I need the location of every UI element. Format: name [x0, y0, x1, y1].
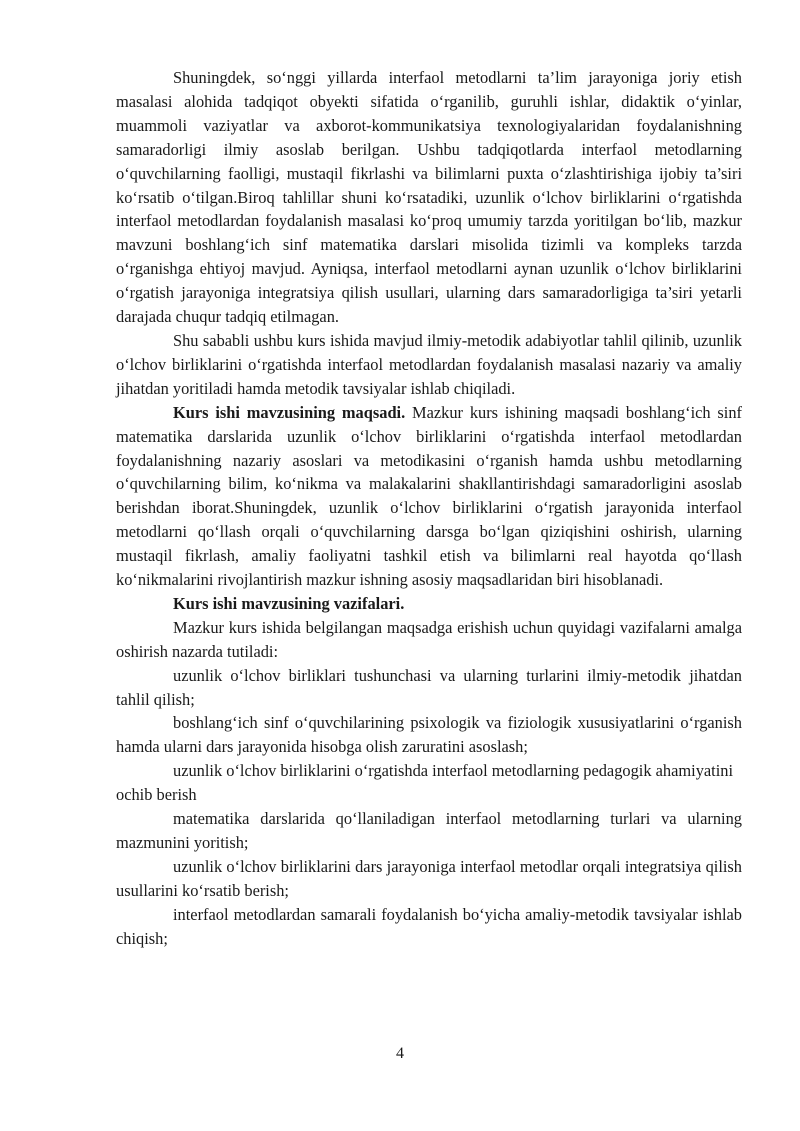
- goal-heading: Kurs ishi mavzusining maqsadi.: [173, 402, 406, 422]
- goal-paragraph: [116, 401, 742, 592]
- task-item: uzunlik o‘lchov birliklari tushunchasi va ularning turlarini ilmiy-metodik jihatdan tahlil qilish;: [116, 665, 742, 709]
- paragraph: Shu sababli ushbu kurs ishida mavjud ilmiy-metodik adabiyotlar tahlil qilinib, uzunlik o‘lchov birliklarini o‘rgatishda interfaol metodlardan foydalanish masalasi nazariy va amaliy jihatdan yoritiladi hamda metodik tavsiyalar ishlab chiqiladi.: [116, 330, 742, 398]
- tasks-heading: Kurs ishi mavzusining vazifalari.: [173, 593, 405, 613]
- paragraph: Shuningdek, so‘nggi yillarda interfaol metodlarni ta’lim jarayoniga joriy etish masalasi alohida tadqiqot obyekti sifatida o‘rganilib, guruhli ishlar, didaktik o‘yinlar, muammoli vaziyatlar va axborot-kommunikatsiya texnologiyalaridan foydalanishning samaradorligi ilmiy asoslab berilgan. Ushbu tadqiqotlarda interfaol metodlarning o‘quvchilarning faolligi, mustaqil fikrlashi va bilimlarni puxta o‘zlashtirishiga ijobiy ta’siri ko‘rsatib o‘tilgan.Biroq tahlillar shuni ko‘rsatadiki, uzunlik o‘lchov birliklarini o‘rgatishda interfaol metodlardan foydalanish masalasi ko‘proq umumiy tarzda yoritilgan bo‘lib, mazkur mavzuni boshlang‘ich sinf matematika darslari misolida tizimli va kompleks tarzda o‘rganishga ehtiyoj mavjud. Ayniqsa, interfaol metodlarni aynan uzunlik o‘lchov birliklarini o‘rgatish jarayoniga integratsiya qilish usullari, ularning dars samaradorligiga ta’siri yetarli darajada chuqur tadqiq etilmagan.: [116, 68, 742, 327]
- document-page: [116, 66, 742, 951]
- task-item: boshlang‘ich sinf o‘quvchilarining psixologik va fiziologik xususiyatlarini o‘rganish hamda ularni dars jarayonida hisobga olish zaruratini asoslash;: [116, 713, 742, 757]
- goal-text: Mazkur kurs ishining maqsadi boshlang‘ich sinf matematika darslarida uzunlik o‘lchov birliklarini o‘rgatishda interfaol metodlardan foydalanishning nazariy asoslari va metodikasini o‘rganish hamda ushbu metodlarning o‘quvchilarning bilim, ko‘nikma va malakalarini shakllantirishdagi samaradorligini asoslab berishdan iborat.Shuningdek, uzunlik o‘lchov birliklarini o‘rgatish jarayonida interfaol metodlarni qo‘llash orqali o‘quvchilarning darsga bo‘lgan qiziqishini oshirish, ularning mustaqil fikrlash, amaliy faoliyatni tashkil etish va bilimlarni real hayotda qo‘llash ko‘nikmalarini rivojlantirish mazkur ishning asosiy maqsadlaridan biri hisoblanadi.: [116, 402, 742, 590]
- page-number: 4: [396, 1045, 404, 1062]
- task-item: uzunlik o‘lchov birliklarini o‘rgatishda interfaol metodlarning pedagogik ahamiyatini ochib berish: [116, 761, 734, 805]
- task-item: uzunlik o‘lchov birliklarini dars jarayoniga interfaol metodlar orqali integratsiya qilish usullarini ko‘rsatib berish;: [116, 856, 742, 900]
- task-item: interfaol metodlardan samarali foydalanish bo‘yicha amaliy-metodik tavsiyalar ishlab chiqish;: [116, 904, 742, 948]
- tasks-intro: Mazkur kurs ishida belgilangan maqsadga erishish uchun quyidagi vazifalarni amalga oshirish nazarda tutiladi:: [116, 617, 742, 661]
- task-item: matematika darslarida qo‘llaniladigan interfaol metodlarning turlari va ularning mazmunini yoritish;: [116, 809, 742, 852]
